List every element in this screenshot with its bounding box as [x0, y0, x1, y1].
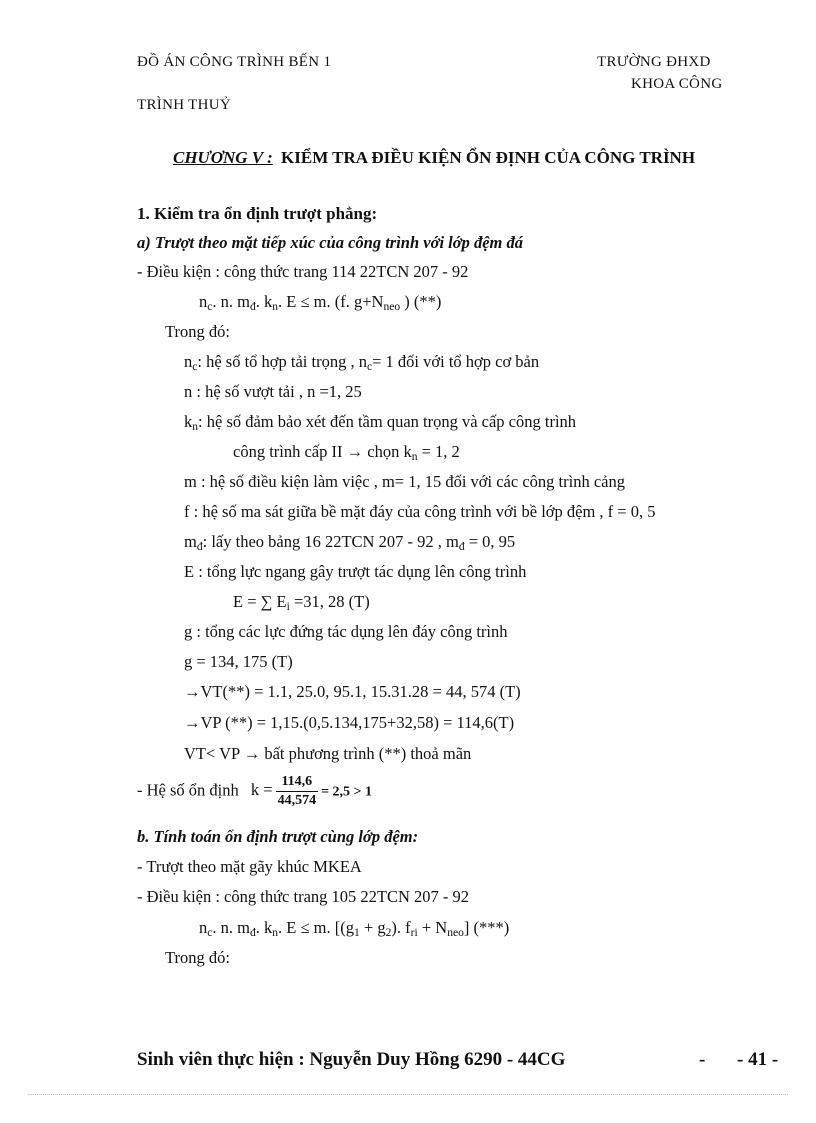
def-E: E : tổng lực ngang gây trượt tác dụng lên công trình: [184, 562, 527, 581]
def-nc: $n_c$: hệ số tổ hợp tải trọng , $n_c= 1$ đối với tổ hợp cơ bản: [184, 352, 540, 373]
header-right-line2: KHOA CÔNG: [631, 76, 723, 92]
stability-coefficient: - Hệ số ổn định k = $\frac{114,6}{44,574}$ = 2,5 > 1: [137, 774, 373, 808]
page-number: - 41 -: [737, 1049, 779, 1070]
def-kn-choice: công trình cấp II → chọn $k_n = 1$, 2: [233, 442, 460, 463]
fraction: $\frac{114,6}{44,574}$: [277, 774, 317, 808]
footer-divider: [28, 1094, 788, 1095]
chapter-title: KIỂM TRA ĐIỀU KIỆN ỔN ĐỊNH CỦA CÔNG TRÌNH: [281, 148, 696, 167]
chapter-heading: [173, 148, 695, 168]
header-left-line2: TRÌNH THUỶ: [137, 97, 231, 113]
def-f: f : hệ số ma sát giữa bề mặt đáy của công trình với bề lớp đệm , f = 0, 5: [184, 502, 656, 521]
def-g: g : tổng các lực đứng tác dụng lên đáy công trình: [184, 622, 508, 641]
calc-g: g = 134, 175 (T): [184, 652, 293, 671]
def-md: $m_đ$: lấy theo bảng 16 22TCN 207 - 92 , $m_đ = 0$, 95: [184, 532, 516, 553]
def-kn: $k_n$: hệ số đảm bảo xét đến tầm quan trọng và cấp công trình: [184, 412, 577, 433]
condition-line: - Điều kiện : công thức trang 114 22TCN 207 - 92: [137, 262, 469, 281]
footer-dash: -: [699, 1049, 706, 1070]
slide-surface-line: - Trượt theo mặt gãy khúc MKEA: [137, 857, 362, 876]
header-left-line1: ĐỒ ÁN CÔNG TRÌNH BẾN 1: [137, 54, 332, 70]
section-1-heading: 1. Kiểm tra ổn định trượt phẳng:: [137, 204, 378, 223]
trong-do-label: Trong đó:: [165, 322, 230, 341]
calc-E: E = ∑ $E_i =31$, 28 (T): [233, 592, 370, 613]
calc-vt: →VT(**) = 1.1, 25.0, 95.1, 15.31.28 = 44, 574 (T): [184, 682, 521, 701]
formula-2: $n_c$. n. $m_đ$. $k_n$. E ≤ m. [$(g_1 + g_2)$. $f_{ri} + N_{neo}$] (***): [199, 918, 510, 939]
section-b-heading: b. Tính toán ổn định trượt cùng lớp đệm:: [137, 827, 419, 846]
calc-vp: →VP (**) = 1,15.(0,5.134,175+32,58) = 114,6(T): [184, 713, 515, 732]
formula-1: $n_c$. n. $m_đ$. $k_n$. E ≤ m. (f. $g+N_{neo}$ ) (**): [199, 292, 442, 313]
footer-student: Sinh viên thực hiện : Nguyễn Duy Hồng 6290 - 44CG: [137, 1049, 566, 1070]
def-m: m : hệ số điều kiện làm việc , m= 1, 15 đối với các công trình cảng: [184, 472, 625, 491]
comparison: VT< VP → bất phương trình (**) thoả mãn: [184, 744, 472, 763]
chapter-label: CHƯƠNG V :: [173, 148, 273, 167]
trong-do-label-b: Trong đó:: [165, 948, 230, 967]
condition-line-b: - Điều kiện : công thức trang 105 22TCN 207 - 92: [137, 887, 470, 906]
def-n: n : hệ số vượt tải , n =1, 25: [184, 382, 362, 401]
section-a-heading: a) Trượt theo mặt tiếp xúc của công trình với lớp đệm đá: [137, 233, 524, 252]
header-right-line1: TRƯỜNG ĐHXD: [597, 54, 711, 70]
